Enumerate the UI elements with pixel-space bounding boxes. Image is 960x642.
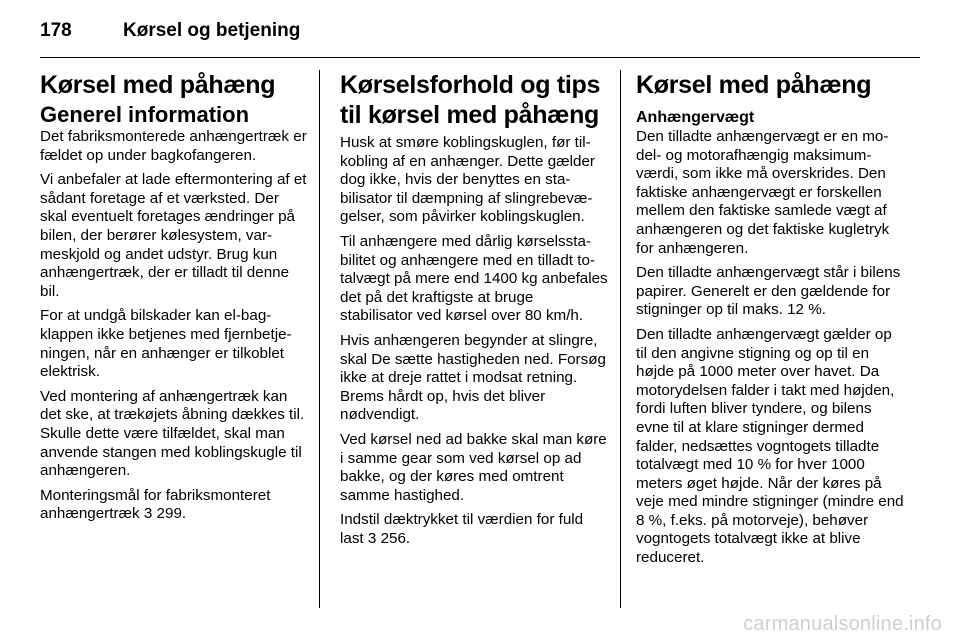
reference-arrow-icon: 3 xyxy=(367,529,377,547)
section-subtitle: Generel information xyxy=(40,102,250,127)
paragraph: Ved montering af anhængertræk kan det ske, at trækøjets åbning dækkes til. Skulle dette være tilfældet, skal man anvende stangen med koblingskugle til anhængeren. xyxy=(40,387,305,480)
column-divider-1 xyxy=(319,70,320,608)
cross-reference xyxy=(40,487,308,524)
running-title: Kørsel og betjening xyxy=(123,20,301,41)
column-2 xyxy=(340,70,608,554)
paragraph: Den tilladte anhængervægt står i bilens papirer. Generelt er den gældende for stigninger op til maks. 12 %. xyxy=(636,264,901,319)
paragraph: Vi anbefaler at lade eftermontering af et sådant foretage af et værksted. Der skal eventuelt foretages ændringer på bilen, der berører kølesystem, varmeskjold og andet udstyr. Brug kun anhængertræk, der er tilladt til denne bil. xyxy=(40,171,307,300)
paragraph: Til anhængere med dårlig kørselsstabilitet og anhængere med en tilladt totalvægt på mere end 1400 kg anbefales det på det kraftigste at bruge stabilisator ved kørsel over 80 km/h. xyxy=(340,232,608,325)
paragraph: Ved kørsel ned ad bakke skal man køre i samme gear som ved kørsel op ad bakke, og der køres med omtrent samme hastighed. xyxy=(340,430,607,504)
paragraph: Det fabriksmonterede anhængertræk er fældet op under bagkofangeren. xyxy=(40,128,307,164)
watermark: carmanualsonline.info xyxy=(743,613,942,635)
section-title: Kørsel med påhæng xyxy=(40,71,276,99)
header-rule xyxy=(40,57,920,58)
section-title: Kørsel med påhæng xyxy=(636,71,872,99)
paragraph: Den tilladte anhængervægt er en model- og motorafhængig maksimumværdi, som ikke må overskrides. Den faktiske anhængervægt er forskellen mellem den faktiske samlede vægt af anhængeren og det faktiske kugletryk for anhængeren. xyxy=(636,128,890,257)
column-1 xyxy=(40,70,308,530)
page-number: 178 xyxy=(40,20,72,41)
paragraph: Husk at smøre koblingskuglen, før tilkobling af en anhænger. Dette gælder dog ikke, hvis der benyttes en stabilisator til dæmpning af slingrebevægelser, som påvirker koblingskuglen. xyxy=(340,134,595,226)
cross-reference xyxy=(340,511,608,548)
page-header xyxy=(40,14,920,54)
section-title: Kørselsforhold og tips til kørsel med påhæng xyxy=(340,71,601,129)
reference-page[interactable]: 256. xyxy=(380,529,411,547)
paragraph: Den tilladte anhængervægt gælder op til den angivne stigning og op til en højde på 1000 meter over havet. Da motorydelsen falder i takt med højden, fordi luften bliver tyndere, og bilens evne til at klare stigninger dermed falder, nedsættes vogntogets tilladte totalvægt med 10 % for hver 1000 meters øget højde. Når der køres på veje med mindre stigninger (mindre end 8 %, f.eks. på motorveje), behøver vogntogets totalvægt ikke at blive reduceret. xyxy=(636,325,904,567)
reference-text: Monteringsmål for fabriksmonteret anhængertræk xyxy=(40,486,271,523)
column-divider-2 xyxy=(620,70,621,608)
paragraph: For at undgå bilskader kan el-bagklappen ikke betjenes med fjernbetjeningen, når en anhænger er tilkoblet elektrisk. xyxy=(40,307,292,381)
column-3 xyxy=(636,70,906,574)
paragraph: Hvis anhængeren begynder at slingre, skal De sætte hastigheden ned. Forsøg ikke at dreje rattet i modsat retning. Brems hårdt op, hvis det bliver nødvendigt. xyxy=(340,331,606,424)
reference-text: Indstil dæktrykket til værdien for fuld last xyxy=(340,511,584,547)
section-subtitle: Anhængervægt xyxy=(636,109,755,126)
reference-page[interactable]: 299. xyxy=(156,505,187,523)
reference-arrow-icon: 3 xyxy=(143,505,153,523)
